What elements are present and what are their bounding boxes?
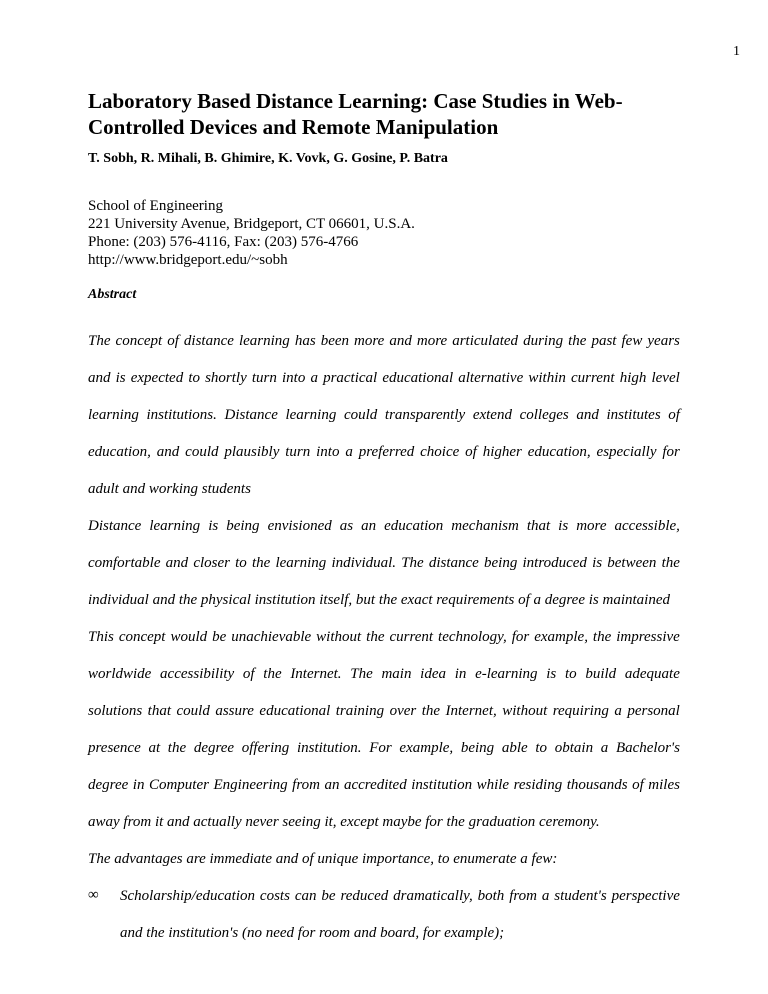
abstract-line: The concept of distance learning has been more and more articulated during the past few years [88,333,680,349]
affiliation-url: http://www.bridgeport.edu/~sobh [88,252,288,268]
bullet-line: and the institution's (no need for room and board, for example); [120,925,505,941]
abstract-line: This concept would be unachievable without the current technology, for example, the impressive [88,629,680,645]
paper-title [88,88,688,140]
abstract-line: degree in Computer Engineering from an accredited institution while residing thousands of miles [88,777,680,793]
abstract-line: solutions that could assure educational training over the Internet, without requiring a personal [88,703,680,719]
affiliation-phone: Phone: (203) 576-4116, Fax: (203) 576-4766 [88,234,359,250]
abstract-line: away from it and actually never seeing it, except maybe for the graduation ceremony. [88,814,600,830]
abstract-line: presence at the degree offering institution. For example, being able to obtain a Bachelor's [88,740,680,756]
infinity-bullet-icon: ∞ [88,887,99,903]
abstract-line: and is expected to shortly turn into a practical educational alternative within current high level [88,370,680,386]
abstract-heading: Abstract [88,287,137,302]
abstract-line: The advantages are immediate and of unique importance, to enumerate a few: [88,851,558,867]
page-number: 1 [733,44,740,59]
abstract-line: worldwide accessibility of the Internet. The main idea in e-learning is to build adequate [88,666,680,682]
author-list: T. Sobh, R. Mihali, B. Ghimire, K. Vovk, G. Gosine, P. Batra [88,151,448,166]
affiliation-address: 221 University Avenue, Bridgeport, CT 06601, U.S.A. [88,216,415,232]
abstract-line: comfortable and closer to the learning individual. The distance being introduced is between the [88,555,680,571]
abstract-line: adult and working students [88,481,251,497]
abstract-line: individual and the physical institution itself, but the exact requirements of a degree is maintained [88,592,670,608]
affiliation-block [88,197,415,269]
abstract-line: learning institutions. Distance learning could transparently extend colleges and institutes of [88,407,680,423]
affiliation-school: School of Engineering [88,198,223,214]
title-line-1: Laboratory Based Distance Learning: Case Studies in Web- [88,89,623,113]
bullet-line: Scholarship/education costs can be reduced dramatically, both from a student's perspective [120,888,680,904]
abstract-line: education, and could plausibly turn into a preferred choice of higher education, especially for [88,444,680,460]
abstract-line: Distance learning is being envisioned as an education mechanism that is more accessible, [88,518,680,534]
title-line-2: Controlled Devices and Remote Manipulation [88,115,499,139]
